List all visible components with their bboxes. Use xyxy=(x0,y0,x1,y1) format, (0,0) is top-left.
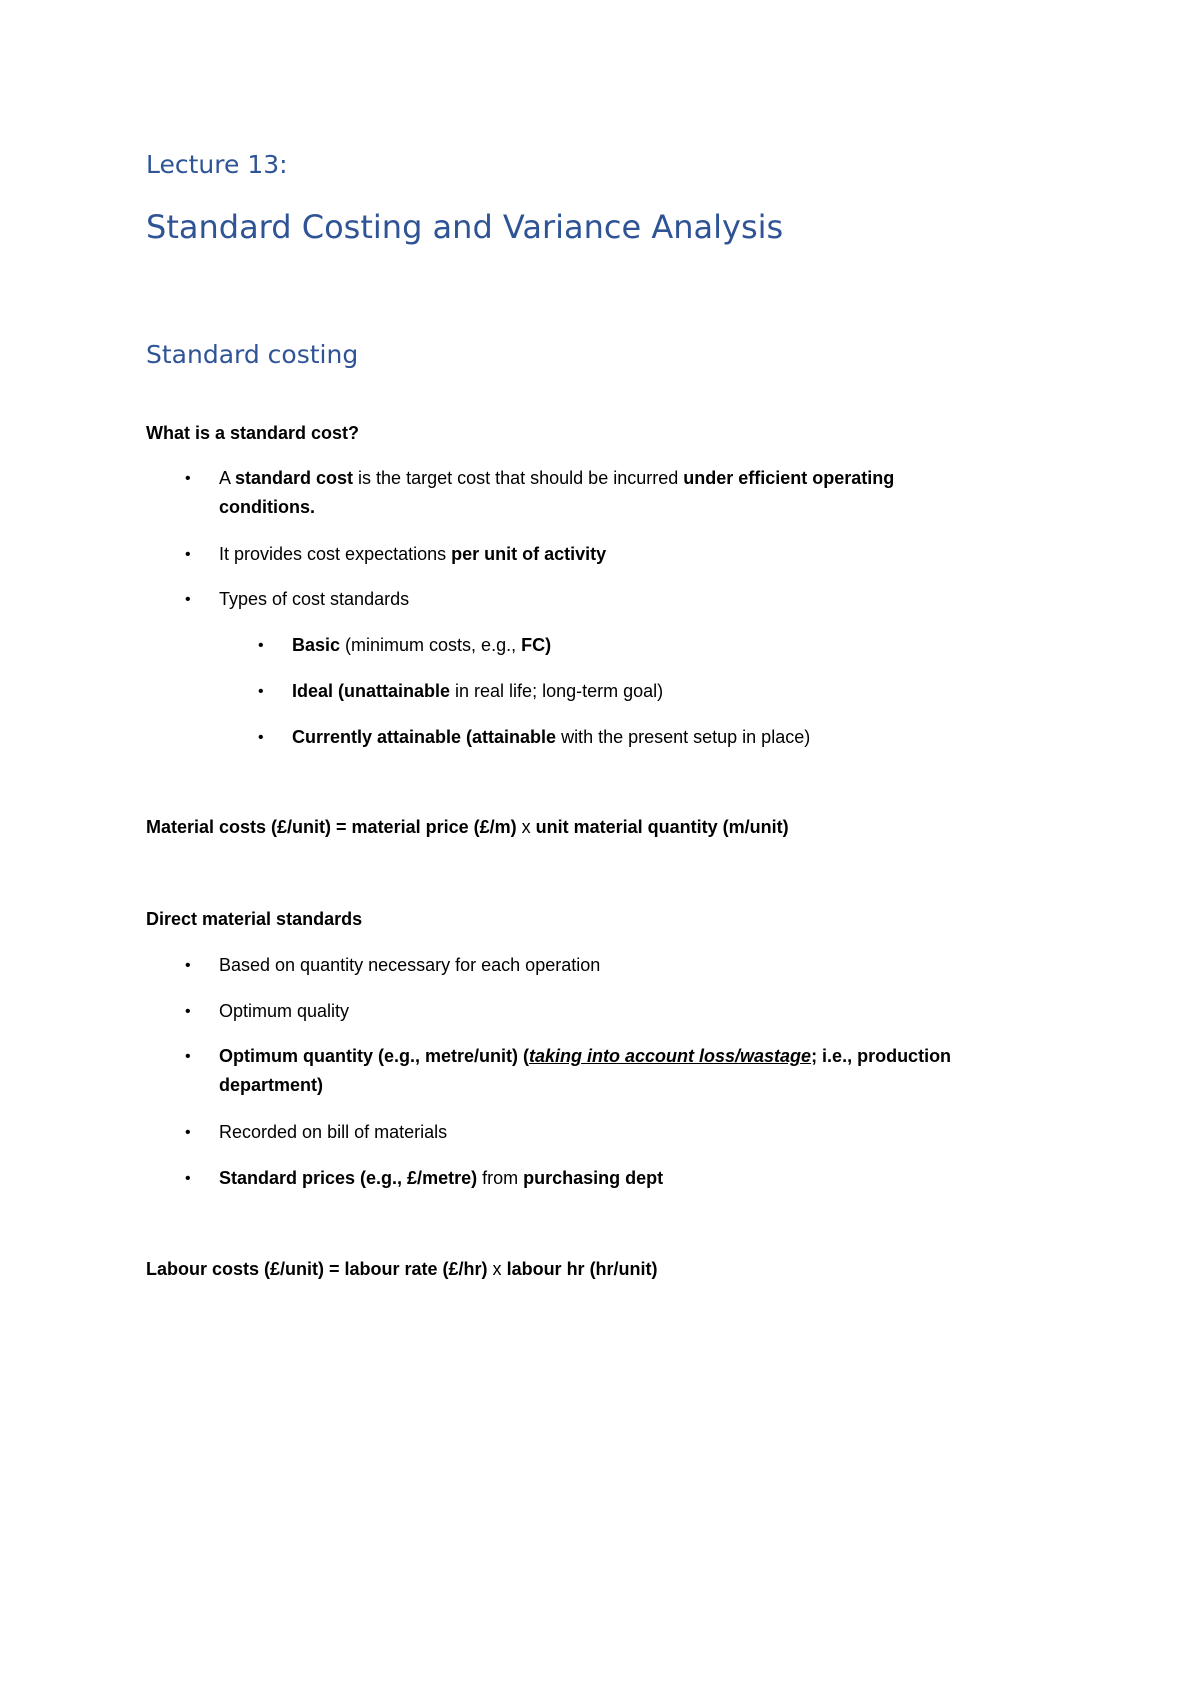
sub-list-item: Basic (minimum costs, e.g., FC) xyxy=(292,635,552,655)
sub-list-item: Currently attainable (attainable with the present setup in place) xyxy=(292,727,811,747)
bullet-marker: • xyxy=(185,1170,191,1187)
lecture-number: Lecture 13: xyxy=(146,150,288,179)
sub-list-item: Ideal (unattainable in real life; long-term goal) xyxy=(292,681,664,701)
question-heading: What is a standard cost? xyxy=(146,423,360,443)
sub-bullet-marker: • xyxy=(258,683,264,700)
list-item: Standard prices (e.g., £/metre) from purchasing dept xyxy=(219,1168,664,1188)
list-item-continuation: conditions. xyxy=(219,497,315,517)
sub-bullet-marker: • xyxy=(258,729,264,746)
sub-bullet-marker: • xyxy=(258,637,264,654)
bullet-marker: • xyxy=(185,1003,191,1020)
list-item: Optimum quantity (e.g., metre/unit) (taking into account loss/wastage; i.e., production xyxy=(219,1046,952,1066)
list-item: A standard cost is the target cost that should be incurred under efficient operating xyxy=(219,468,895,488)
section-heading-direct-material: Direct material standards xyxy=(146,909,363,929)
bullet-marker: • xyxy=(185,957,191,974)
bullet-marker: • xyxy=(185,470,191,487)
section-heading-standard-costing: Standard costing xyxy=(146,340,359,369)
list-item: Recorded on bill of materials xyxy=(219,1122,448,1142)
list-item-continuation: department) xyxy=(219,1075,324,1095)
bullet-marker: • xyxy=(185,1048,191,1065)
labour-cost-formula: Labour costs (£/unit) = labour rate (£/hr) x labour hr (hr/unit) xyxy=(146,1259,658,1279)
bullet-marker: • xyxy=(185,1124,191,1141)
material-cost-formula: Material costs (£/unit) = material price (£/m) x unit material quantity (m/unit) xyxy=(146,817,789,837)
list-item: Based on quantity necessary for each operation xyxy=(219,955,601,975)
list-item: Optimum quality xyxy=(219,1001,350,1021)
bullet-marker: • xyxy=(185,546,191,563)
page-title: Standard Costing and Variance Analysis xyxy=(146,208,784,246)
bullet-marker: • xyxy=(185,591,191,608)
list-item: It provides cost expectations per unit of activity xyxy=(219,544,607,564)
list-item: Types of cost standards xyxy=(219,589,410,609)
